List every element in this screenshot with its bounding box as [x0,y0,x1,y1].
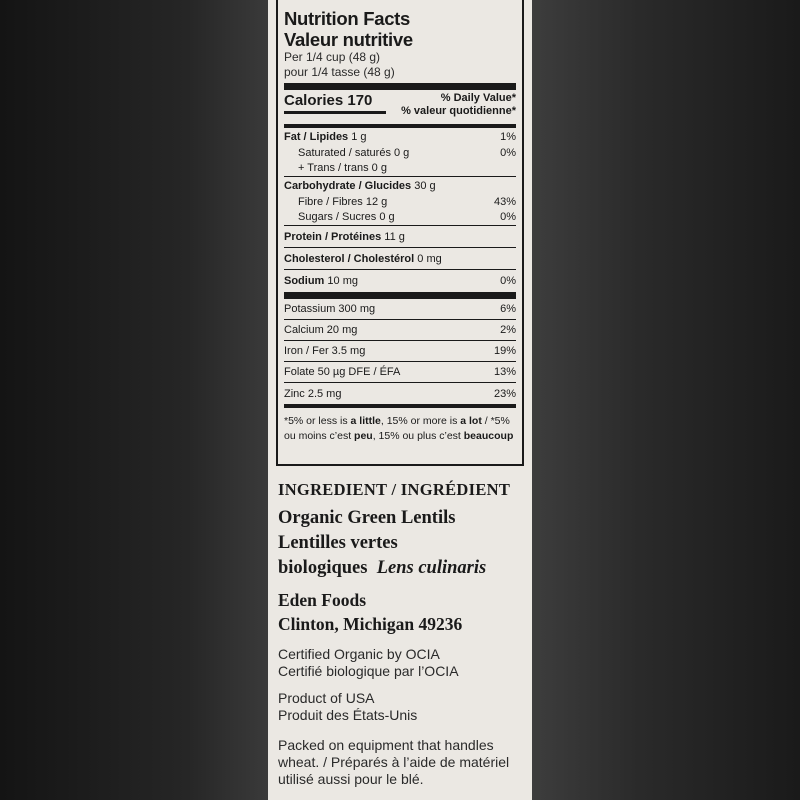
footnote-part: *5% or less is [284,415,351,427]
trans-label: + Trans / trans 0 g [298,162,387,174]
protein-amount: 11 g [384,230,405,243]
dv-header-en: % Daily Value* [440,92,516,104]
dv-header-fr: % valeur quotidienne* [401,105,516,117]
ingredient-list [278,506,486,581]
potassium-label: Potassium 300 mg [284,303,376,315]
mineral-row [284,362,516,383]
protein-label: Protein / Protéines [284,230,382,243]
trans-row [284,160,516,177]
iron-dv: 19% [493,345,516,357]
origin-fr: Produit des États-Unis [278,707,418,723]
footnote-bold: a little [350,415,381,427]
certified-en: Certified Organic by OCIA [278,646,440,662]
sugars-label: Sugars / Sucres 0 g [298,211,395,223]
serving-size-en: Per 1/4 cup (48 g) [284,50,381,64]
fat-row [284,128,516,146]
mineral-row [284,299,516,320]
allergen-line: utilisé aussi pour le blé. [278,771,424,787]
allergen-statement [278,737,509,788]
certified-fr: Certifié biologique par l’OCIA [278,663,459,679]
fat-dv: 1% [500,131,516,143]
footnote-part: , 15% ou plus c’est [372,430,464,442]
zinc-label: Zinc 2.5 mg [284,387,342,400]
mineral-row [284,320,516,341]
carbohydrate-row [284,177,516,195]
iron-label: Iron / Fer 3.5 mg [284,345,366,357]
daily-value-header [401,92,516,118]
folate-label: Folate 50 µg DFE / ÉFA [284,366,401,378]
folate-dv: 13% [493,366,516,378]
background-left [0,0,268,800]
ingredient-latin-name: Lens culinaris [376,558,487,578]
mineral-row [284,383,516,404]
calcium-label: Calcium 20 mg [284,324,358,336]
fibre-label: Fibre / Fibres 12 g [298,196,388,208]
cholesterol-amount: 0 mg [417,252,442,265]
fat-label: Fat / Lipides [284,131,349,143]
ingredient-heading: INGREDIENT / INGRÉDIENT [278,480,511,499]
daily-value-footnote [284,408,516,444]
company-address: Clinton, Michigan 49236 [278,614,463,634]
sodium-amount: 10 mg [327,275,358,287]
cholesterol-label: Cholesterol / Cholestérol [284,252,415,265]
ingredient-line-fr: Lentilles vertes [278,533,398,553]
saturated-label: Saturated / saturés 0 g [298,147,410,159]
cholesterol-row [284,248,516,270]
footnote-part: / *5% ou moins c’est [284,415,510,442]
calories-underline [284,111,386,114]
fat-amount: 1 g [351,131,367,143]
carbohydrate-label: Carbohydrate / Glucides [284,180,412,192]
calcium-dv: 2% [500,324,516,336]
saturated-dv: 0% [500,147,516,159]
calories-row [284,92,516,124]
footnote-part: , 15% or more is [380,415,461,427]
nf-title-en: Nutrition Facts [284,8,411,29]
zinc-dv: 23% [493,387,516,400]
allergen-line: Packed on equipment that handles [278,737,494,753]
mineral-row [284,341,516,362]
footnote-bold: peu [354,430,373,442]
sugars-row [284,209,516,226]
background-right [532,0,800,800]
origin [278,690,417,724]
sodium-row [284,270,516,292]
company-info [278,588,462,636]
protein-row [284,226,516,248]
calories-label: Calories 170 [284,92,373,109]
footnote-bold: a lot [460,415,482,427]
certification [278,646,459,680]
thick-divider [284,83,516,90]
nf-title-fr: Valeur nutritive [284,29,413,50]
footnote-bold: beaucoup [463,430,514,442]
potassium-dv: 6% [500,303,516,315]
sodium-label: Sodium [284,275,325,287]
thick-divider-2 [284,292,516,299]
company-name: Eden Foods [278,590,367,610]
fibre-dv: 43% [493,196,516,208]
saturated-row [284,146,516,160]
fibre-row [284,195,516,209]
nutrition-facts-table [276,0,524,466]
ingredient-line-fr-2 [278,556,486,581]
origin-en: Product of USA [278,690,375,706]
ingredient-line-en: Organic Green Lentils [278,508,456,528]
package-label-panel [268,0,532,800]
sodium-dv: 0% [500,275,516,287]
ingredient-biologiques: biologiques [278,558,368,578]
serving-size-fr: pour 1/4 tasse (48 g) [284,65,395,79]
carbohydrate-amount: 30 g [414,180,436,192]
allergen-line: wheat. / Préparés à l’aide de matériel [278,754,510,770]
sugars-dv: 0% [500,211,516,223]
